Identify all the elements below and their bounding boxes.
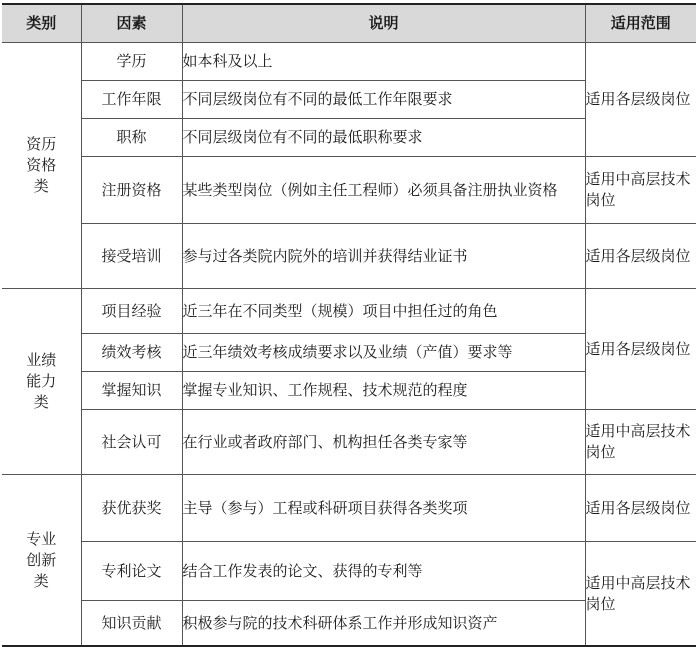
factor-cell: 专利论文 <box>81 542 182 601</box>
description-cell: 积极参与院的技术科研体系工作并形成知识资产 <box>182 601 585 647</box>
description-cell: 掌握专业知识、工作规程、技术规范的程度 <box>182 372 585 410</box>
description-cell: 如本科及以上 <box>182 43 585 81</box>
factor-cell: 职称 <box>81 119 182 157</box>
description-cell: 参与过各类院内院外的培训并获得结业证书 <box>182 224 585 289</box>
scope-cell: 适用中高层技术岗位 <box>585 157 696 224</box>
table-row <box>2 410 696 475</box>
header-row <box>2 4 696 43</box>
category-line: 业绩 <box>26 351 57 369</box>
scope-cell: 适用中高层技术岗位 <box>585 542 696 647</box>
header-category: 类别 <box>2 4 81 43</box>
description-cell: 近三年在不同类型（规模）项目中担任过的角色 <box>182 289 585 334</box>
table-row <box>2 475 696 542</box>
category-line: 资格 <box>26 156 57 174</box>
category-line: 创新 <box>26 550 57 569</box>
category-innovation <box>2 475 81 647</box>
qualification-factor-table <box>2 3 696 647</box>
factor-cell: 工作年限 <box>81 81 182 119</box>
factor-cell: 绩效考核 <box>81 334 182 372</box>
factor-cell: 接受培训 <box>81 224 182 289</box>
category-line: 类 <box>33 571 49 590</box>
category-line: 资历 <box>26 135 57 153</box>
category-qualification <box>2 43 81 289</box>
factor-cell: 掌握知识 <box>81 372 182 410</box>
table-row <box>2 43 696 81</box>
table-row <box>2 157 696 224</box>
scope-cell: 适用各层级岗位 <box>585 475 696 542</box>
factor-cell: 知识贡献 <box>81 601 182 647</box>
description-cell: 主导（参与）工程或科研项目获得各类奖项 <box>182 475 585 542</box>
category-line: 专业 <box>26 529 57 548</box>
description-cell: 不同层级岗位有不同的最低工作年限要求 <box>182 81 585 119</box>
description-cell: 在行业或者政府部门、机构担任各类专家等 <box>182 410 585 475</box>
table-row <box>2 542 696 601</box>
category-performance <box>2 289 81 475</box>
header-description: 说明 <box>182 4 585 43</box>
header-scope: 适用范围 <box>585 4 696 43</box>
scope-cell: 适用各层级岗位 <box>585 224 696 289</box>
category-line: 能力 <box>26 372 57 390</box>
scope-cell: 适用各层级岗位 <box>585 43 696 157</box>
category-line: 类 <box>33 393 49 411</box>
factor-cell: 学历 <box>81 43 182 81</box>
factor-cell: 注册资格 <box>81 157 182 224</box>
factor-cell: 获优获奖 <box>81 475 182 542</box>
description-cell: 某些类型岗位（例如主任工程师）必须具备注册执业资格 <box>182 157 585 224</box>
description-cell: 结合工作发表的论文、获得的专利等 <box>182 542 585 601</box>
table-row <box>2 224 696 289</box>
factor-cell: 社会认可 <box>81 410 182 475</box>
category-line: 类 <box>33 177 49 195</box>
scope-cell: 适用各层级岗位 <box>585 289 696 410</box>
factor-cell: 项目经验 <box>81 289 182 334</box>
table-row <box>2 289 696 334</box>
description-cell: 近三年绩效考核成绩要求以及业绩（产值）要求等 <box>182 334 585 372</box>
description-cell: 不同层级岗位有不同的最低职称要求 <box>182 119 585 157</box>
header-factor: 因素 <box>81 4 182 43</box>
scope-cell: 适用中高层技术岗位 <box>585 410 696 475</box>
